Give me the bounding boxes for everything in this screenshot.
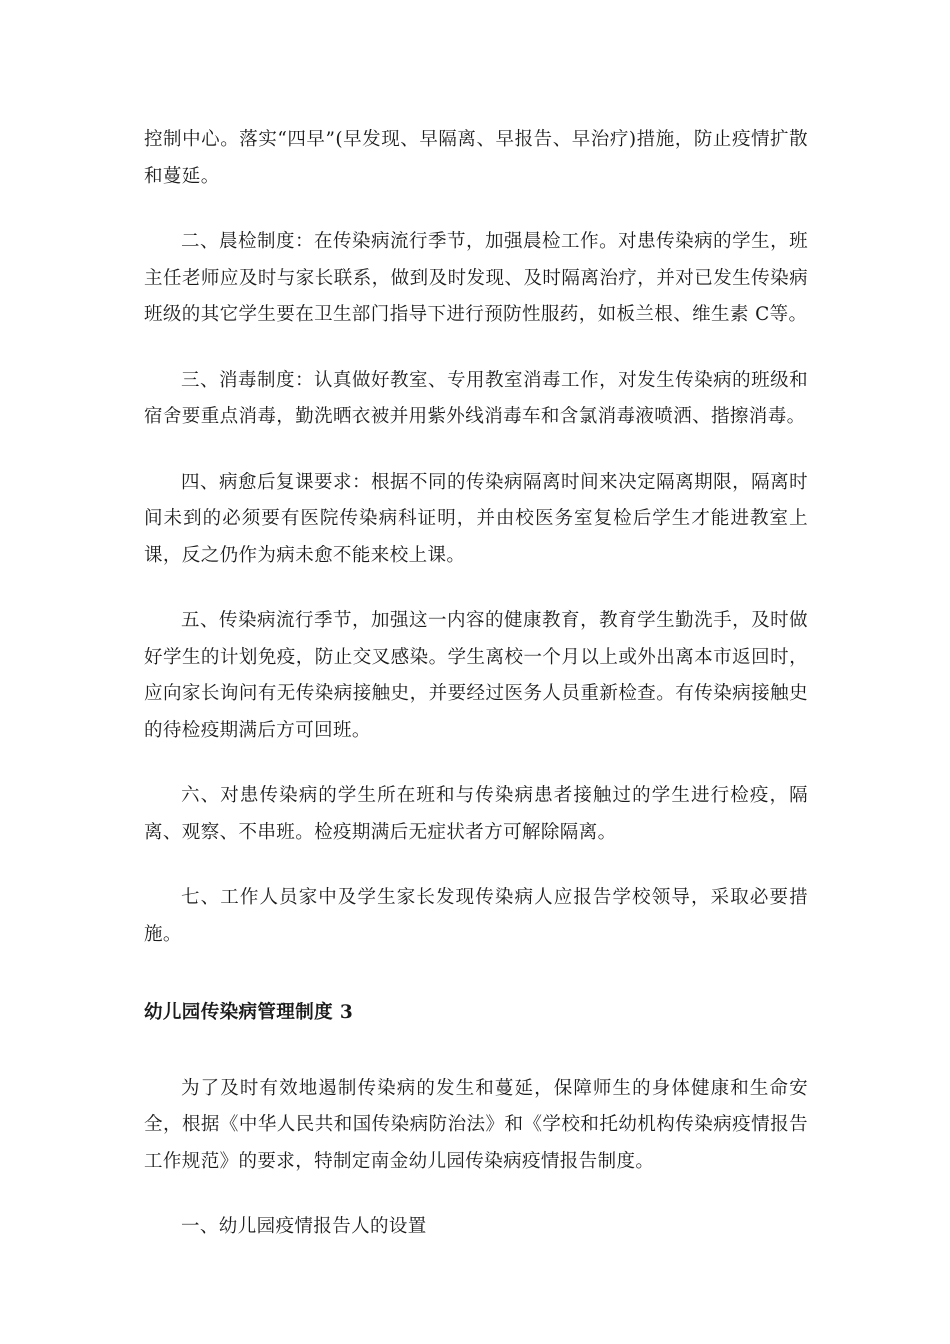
paragraph-return-to-class: 四、病愈后复课要求：根据不同的传染病隔离时间来决定隔离期限，隔离时间未到的必须要有医院传染病科证明，并由校医务室复检后学生才能进教室上课，反之仍作为病未愈不能来校上课。 xyxy=(144,471,808,566)
paragraph-control-center: 控制中心。落实“四早”(早发现、早隔离、早报告、早治疗)措施，防止疫情扩散和蔓延。 xyxy=(144,129,808,187)
document-page xyxy=(144,122,808,1275)
paragraph-purpose: 为了及时有效地遏制传染病的发生和蔓延，保障师生的身体健康和生命安全，根据《中华人民共和国传染病防治法》和《学校和托幼机构传染病疫情报告工作规范》的要求，特制定南金幼儿园传染病疫情报告制度。 xyxy=(144,1077,808,1172)
section-heading: 幼儿园传染病管理制度 3 xyxy=(144,1002,354,1023)
paragraph-report-leaders: 七、工作人员家中及学生家长发现传染病人应报告学校领导，采取必要措施。 xyxy=(144,887,808,945)
paragraph-reporter-setup: 一、幼儿园疫情报告人的设置 xyxy=(181,1216,427,1237)
paragraph-morning-check: 二、晨检制度：在传染病流行季节，加强晨检工作。对患传染病的学生，班主任老师应及时与家长联系，做到及时发现、及时隔离治疗，并对已发生传染病班级的其它学生要在卫生部门指导下进行预防性服药，如板兰根、维生素 C等。 xyxy=(144,231,808,325)
paragraph-disinfection: 三、消毒制度：认真做好教室、专用教室消毒工作，对发生传染病的班级和宿舍要重点消毒，勤洗晒衣被并用紫外线消毒车和含氯消毒液喷洒、揩擦消毒。 xyxy=(144,369,808,427)
paragraph-quarantine: 六、对患传染病的学生所在班和与传染病患者接触过的学生进行检疫，隔离、观察、不串班。检疫期满后无症状者方可解除隔离。 xyxy=(144,785,808,843)
paragraph-health-education: 五、传染病流行季节，加强这一内容的健康教育，教育学生勤洗手，及时做好学生的计划免疫，防止交叉感染。学生离校一个月以上或外出离本市返回时，应向家长询问有无传染病接触史，并要经过医务人员重新检查。有传染病接触史的待检疫期满后方可回班。 xyxy=(144,610,808,741)
